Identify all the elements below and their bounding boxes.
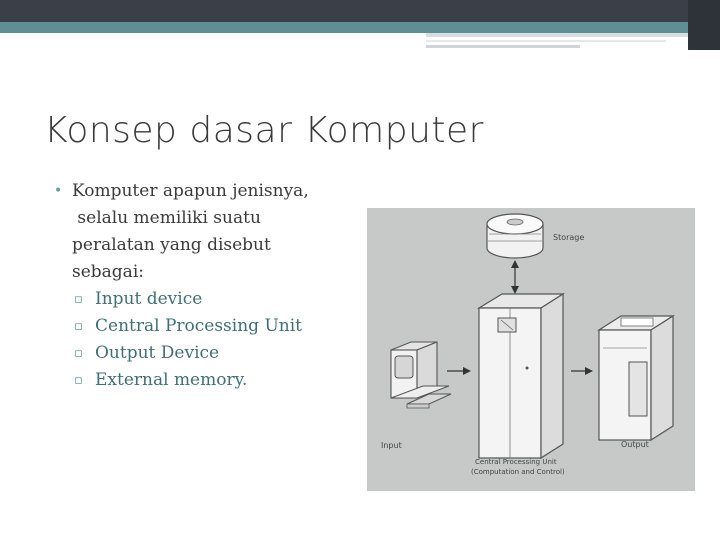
sub-bullet-text: Output Device bbox=[95, 343, 220, 363]
bullet-text-continuation: selalu memiliki suatu bbox=[72, 208, 261, 228]
computer-diagram-illustration bbox=[367, 208, 695, 491]
sub-bullet-text: Input device bbox=[95, 289, 203, 309]
bullet-list bbox=[54, 178, 354, 394]
storage-label: Storage bbox=[553, 233, 585, 242]
sub-bullet-item bbox=[54, 340, 354, 367]
bullet-text-continuation: sebagai: bbox=[72, 262, 144, 282]
bullet-item bbox=[54, 178, 354, 205]
square-bullet-icon: ▫ bbox=[74, 346, 83, 361]
bullet-dot-icon: • bbox=[54, 183, 63, 199]
sub-bullet-item bbox=[54, 286, 354, 313]
sub-bullet-item bbox=[54, 313, 354, 340]
input-terminal-illustration bbox=[391, 342, 451, 408]
header-accent-line bbox=[426, 40, 666, 42]
sub-bullet-text: Central Processing Unit bbox=[95, 316, 302, 336]
bullet-text: Komputer apapun jenisnya, bbox=[72, 181, 309, 201]
cpu-cabinet-illustration bbox=[479, 294, 563, 458]
arrow-icon bbox=[511, 260, 519, 294]
header-bar-teal bbox=[0, 22, 688, 33]
storage-disk-illustration bbox=[487, 214, 543, 258]
header-accent-line bbox=[426, 45, 580, 48]
header-bar-dark bbox=[0, 0, 720, 22]
output-label: Output bbox=[621, 440, 649, 449]
slide-title: Konsep dasar Komputer bbox=[44, 110, 484, 151]
square-bullet-icon: ▫ bbox=[74, 292, 83, 307]
sub-bullet-item bbox=[54, 367, 354, 394]
cpu-label: Central Processing Unit bbox=[475, 458, 557, 466]
arrow-icon bbox=[447, 367, 471, 375]
header-bar-corner bbox=[688, 0, 720, 50]
square-bullet-icon: ▫ bbox=[74, 373, 83, 388]
sub-bullet-text: External memory. bbox=[95, 370, 248, 390]
arrow-icon bbox=[571, 367, 593, 375]
output-printer-illustration bbox=[599, 316, 673, 440]
computer-diagram-image bbox=[367, 208, 695, 491]
cpu-sublabel: (Computation and Control) bbox=[471, 468, 565, 476]
header-accent-line bbox=[426, 33, 688, 37]
square-bullet-icon: ▫ bbox=[74, 319, 83, 334]
bullet-text-continuation: peralatan yang disebut bbox=[72, 235, 271, 255]
input-label: Input bbox=[381, 441, 402, 450]
